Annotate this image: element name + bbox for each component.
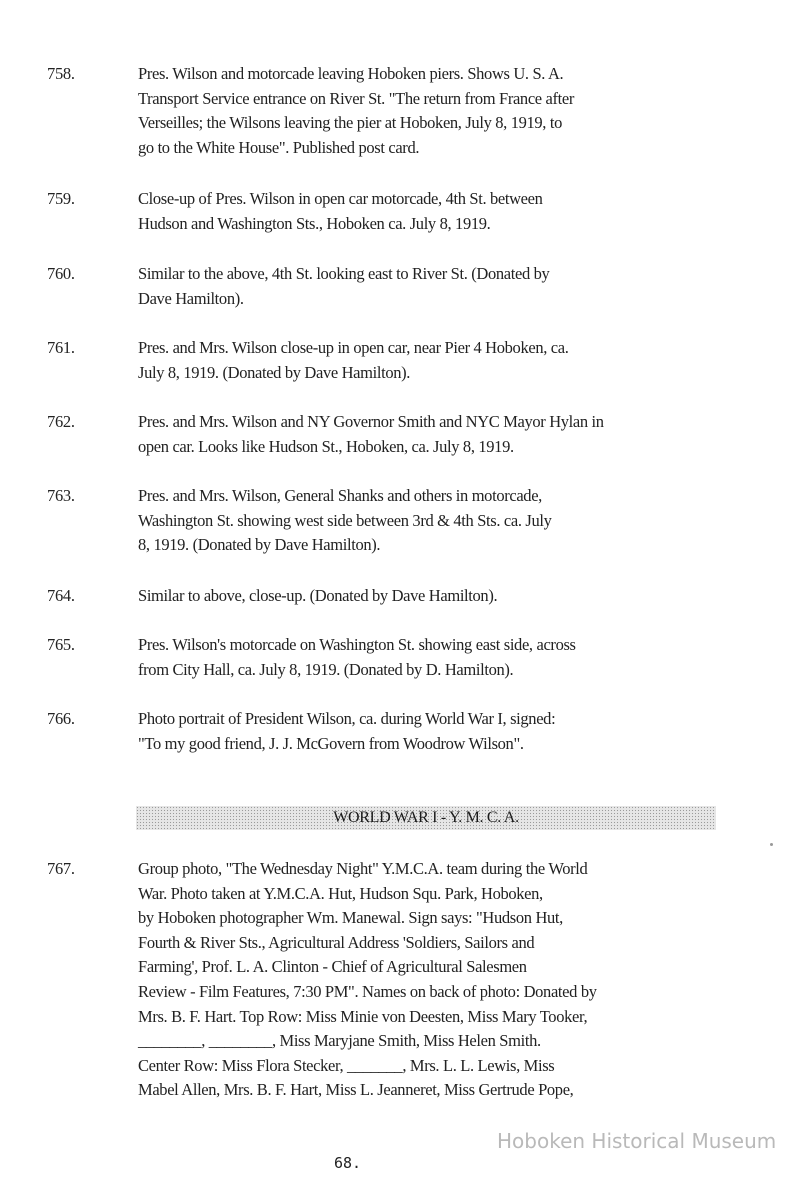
entry-number: 758.	[47, 64, 75, 83]
entry-line: Review - Film Features, 7:30 PM". Names on back of photo: Donated by	[138, 981, 597, 1001]
section-heading: WORLD WAR I - Y. M. C. A.	[333, 809, 519, 826]
entry-number: 767.	[47, 859, 75, 878]
entry-line: Verseilles; the Wilsons leaving the pier at Hoboken, July 8, 1919, to	[138, 113, 562, 133]
entry-text	[138, 633, 658, 682]
entry-number: 764.	[47, 586, 75, 605]
entry-number: 759.	[47, 189, 75, 208]
entry-line: July 8, 1919. (Donated by Dave Hamilton).	[138, 362, 411, 382]
entry-line: Dave Hamilton).	[138, 288, 244, 308]
entry-text	[138, 410, 658, 459]
entry-text	[138, 584, 658, 609]
entry-text	[138, 62, 658, 160]
entry-number: 761.	[47, 338, 75, 357]
entry-number: 763.	[47, 486, 75, 505]
entry-line: Transport Service entrance on River St. "The return from France after	[138, 88, 575, 108]
entry-line: Similar to above, close-up. (Donated by Dave Hamilton).	[138, 586, 498, 605]
entry-text	[138, 857, 658, 1103]
entry-line: Fourth & River Sts., Agricultural Address 'Soldiers, Sailors and	[138, 932, 535, 952]
entry-line: ________, ________, Miss Maryjane Smith, Miss Helen Smith.	[138, 1031, 541, 1051]
entry-text	[138, 187, 658, 236]
entry-text	[138, 707, 658, 756]
entry-line: Pres. Wilson's motorcade on Washington St. showing east side, across	[138, 635, 576, 654]
entry-text	[138, 262, 658, 311]
entry-line: Center Row: Miss Flora Stecker, _______, Mrs. L. L. Lewis, Miss	[138, 1055, 555, 1075]
entry-text	[138, 336, 658, 385]
entry-line: 8, 1919. (Donated by Dave Hamilton).	[138, 535, 381, 555]
entry-number: 766.	[47, 709, 75, 728]
entry-line: Mabel Allen, Mrs. B. F. Hart, Miss L. Jeanneret, Miss Gertrude Pope,	[138, 1080, 574, 1100]
entry-line: from City Hall, ca. July 8, 1919. (Donated by D. Hamilton).	[138, 659, 514, 679]
entry-line: Group photo, "The Wednesday Night" Y.M.C.A. team during the World	[138, 859, 588, 878]
entry-line: "To my good friend, J. J. McGovern from Woodrow Wilson".	[138, 733, 524, 753]
entry-line: open car. Looks like Hudson St., Hoboken, ca. July 8, 1919.	[138, 436, 514, 456]
entry-line: Hudson and Washington Sts., Hoboken ca. July 8, 1919.	[138, 213, 491, 233]
entry-line: Close-up of Pres. Wilson in open car motorcade, 4th St. between	[138, 189, 543, 208]
entry-line: Pres. and Mrs. Wilson and NY Governor Smith and NYC Mayor Hylan in	[138, 412, 604, 431]
scan-speck	[770, 843, 773, 846]
entry-line: Pres. and Mrs. Wilson close-up in open car, near Pier 4 Hoboken, ca.	[138, 338, 569, 357]
page-number: 68.	[334, 1154, 362, 1172]
entry-line: Farming', Prof. L. A. Clinton - Chief of Agricultural Salesmen	[138, 957, 527, 977]
entry-line: Pres. and Mrs. Wilson, General Shanks and others in motorcade,	[138, 486, 542, 505]
entry-number: 762.	[47, 412, 75, 431]
entry-line: War. Photo taken at Y.M.C.A. Hut, Hudson Squ. Park, Hoboken,	[138, 883, 543, 903]
entry-number: 765.	[47, 635, 75, 654]
museum-watermark: Hoboken Historical Museum	[497, 1129, 777, 1153]
entry-number: 760.	[47, 264, 75, 283]
entry-line: by Hoboken photographer Wm. Manewal. Sign says: "Hudson Hut,	[138, 908, 563, 928]
entry-line: Pres. Wilson and motorcade leaving Hoboken piers. Shows U. S. A.	[138, 64, 564, 83]
entry-line: go to the White House". Published post card.	[138, 137, 420, 157]
entry-line: Mrs. B. F. Hart. Top Row: Miss Minie von Deesten, Miss Mary Tooker,	[138, 1006, 588, 1026]
entry-line: Washington St. showing west side between 3rd & 4th Sts. ca. July	[138, 510, 552, 530]
entry-line: Photo portrait of President Wilson, ca. during World War I, signed:	[138, 709, 556, 728]
entry-text	[138, 484, 658, 558]
section-heading-band	[136, 806, 716, 830]
entry-line: Similar to the above, 4th St. looking east to River St. (Donated by	[138, 264, 550, 283]
